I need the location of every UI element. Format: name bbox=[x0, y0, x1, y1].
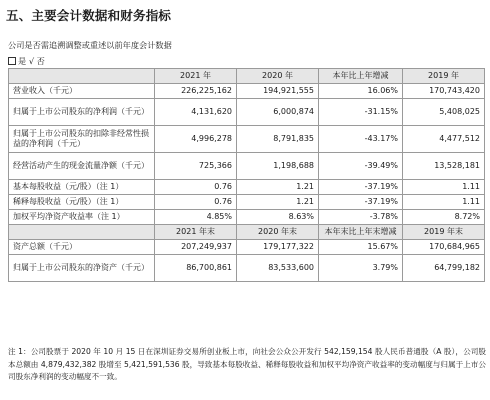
table-row bbox=[9, 180, 485, 195]
value-cell: 1.11 bbox=[403, 180, 485, 195]
table-header-row bbox=[9, 225, 485, 240]
checkbox-yes bbox=[8, 57, 16, 65]
value-cell: -43.17% bbox=[319, 126, 403, 153]
value-cell: 8.63% bbox=[237, 210, 319, 225]
value-cell: 6,000,874 bbox=[237, 99, 319, 126]
value-cell: 0.76 bbox=[155, 195, 237, 210]
value-cell: 4.85% bbox=[155, 210, 237, 225]
value-cell: 0.76 bbox=[155, 180, 237, 195]
value-cell: 179,177,322 bbox=[237, 240, 319, 255]
table-row bbox=[9, 195, 485, 210]
restatement-answer bbox=[8, 56, 45, 67]
row-label: 加权平均净资产收益率（注 1） bbox=[9, 210, 155, 225]
value-cell: 13,528,181 bbox=[403, 153, 485, 180]
header-cell: 2019 年 bbox=[403, 69, 485, 84]
value-cell: 83,533,600 bbox=[237, 255, 319, 282]
value-cell: 64,799,182 bbox=[403, 255, 485, 282]
header-cell: 2021 年末 bbox=[155, 225, 237, 240]
header-cell bbox=[9, 69, 155, 84]
table-row bbox=[9, 240, 485, 255]
value-cell: 194,921,555 bbox=[237, 84, 319, 99]
value-cell: 1.21 bbox=[237, 195, 319, 210]
value-cell: 8.72% bbox=[403, 210, 485, 225]
financial-data-table bbox=[8, 68, 485, 282]
row-label: 稀释每股收益（元/股）（注 1） bbox=[9, 195, 155, 210]
check-mark: √ bbox=[28, 56, 35, 66]
value-cell: 86,700,861 bbox=[155, 255, 237, 282]
restatement-question: 公司是否需追溯调整或重述以前年度会计数据 bbox=[8, 40, 172, 50]
row-label: 营业收入（千元） bbox=[9, 84, 155, 99]
value-cell: 1.11 bbox=[403, 195, 485, 210]
table-header-row bbox=[9, 69, 485, 84]
value-cell: -37.19% bbox=[319, 195, 403, 210]
table-row bbox=[9, 99, 485, 126]
section-title: 五、主要会计数据和财务指标 bbox=[6, 8, 172, 23]
value-cell: 1.21 bbox=[237, 180, 319, 195]
row-label: 经营活动产生的现金流量净额（千元） bbox=[9, 153, 155, 180]
header-cell: 本年末比上年末增减 bbox=[319, 225, 403, 240]
header-cell: 2021 年 bbox=[155, 69, 237, 84]
row-label: 基本每股收益（元/股）（注 1） bbox=[9, 180, 155, 195]
value-cell: 15.67% bbox=[319, 240, 403, 255]
value-cell: 226,225,162 bbox=[155, 84, 237, 99]
value-cell: 3.79% bbox=[319, 255, 403, 282]
value-cell: 8,791,835 bbox=[237, 126, 319, 153]
value-cell: 207,249,937 bbox=[155, 240, 237, 255]
value-cell: 5,408,025 bbox=[403, 99, 485, 126]
value-cell: 725,366 bbox=[155, 153, 237, 180]
header-cell: 2020 年 bbox=[237, 69, 319, 84]
table-row bbox=[9, 210, 485, 225]
value-cell: 170,684,965 bbox=[403, 240, 485, 255]
header-cell: 2020 年末 bbox=[237, 225, 319, 240]
table-row bbox=[9, 84, 485, 99]
value-cell: 16.06% bbox=[319, 84, 403, 99]
value-cell: -3.78% bbox=[319, 210, 403, 225]
row-label: 归属于上市公司股东的净资产（千元） bbox=[9, 255, 155, 282]
row-label: 归属于上市公司股东的净利润（千元） bbox=[9, 99, 155, 126]
header-cell bbox=[9, 225, 155, 240]
value-cell: 4,996,278 bbox=[155, 126, 237, 153]
table-row bbox=[9, 126, 485, 153]
value-cell: -37.19% bbox=[319, 180, 403, 195]
table-row bbox=[9, 153, 485, 180]
value-cell: 4,131,620 bbox=[155, 99, 237, 126]
value-cell: 4,477,512 bbox=[403, 126, 485, 153]
header-cell: 本年比上年增减 bbox=[319, 69, 403, 84]
value-cell: -31.15% bbox=[319, 99, 403, 126]
footnote: 注 1：公司股票于 2020 年 10 月 15 日在深圳证券交易所创业板上市，向社会公众公开发行 542,159,154 股人民币普通股（A 股），公司股本总额由 4,879,432,382 股增至 5,421,591,536 股，导致基本每股收益、稀释每股收益和加权平均净资产收益率的变动幅度与归属于上市公司股东净利润的变动幅度不一致。 bbox=[8, 347, 486, 381]
row-label: 归属于上市公司股东的扣除非经常性损益的净利润（千元） bbox=[9, 126, 155, 153]
answer-yes-label: 是 bbox=[18, 56, 27, 66]
answer-no-label: 否 bbox=[36, 56, 45, 66]
value-cell: -39.49% bbox=[319, 153, 403, 180]
table-row bbox=[9, 255, 485, 282]
value-cell: 1,198,688 bbox=[237, 153, 319, 180]
row-label: 资产总额（千元） bbox=[9, 240, 155, 255]
header-cell: 2019 年末 bbox=[403, 225, 485, 240]
value-cell: 170,743,420 bbox=[403, 84, 485, 99]
